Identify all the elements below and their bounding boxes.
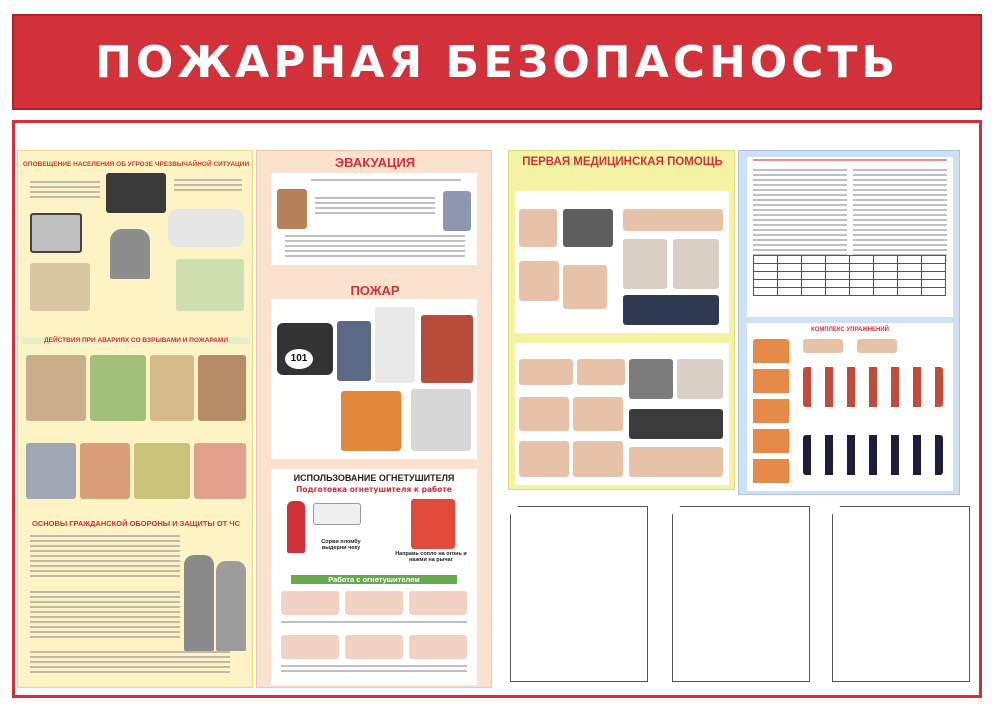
- spray-icon: [411, 499, 455, 549]
- poster-civil-defence: [17, 150, 253, 688]
- poster4-heading-exercises: КОМПЛЕКС УПРАЖНЕНИЙ: [810, 327, 889, 333]
- person-desk-image: [176, 259, 244, 311]
- first-aid-image: [673, 239, 719, 289]
- radio-image: [106, 173, 166, 213]
- page-title: ПОЖАРНАЯ БЕЗОПАСНОСТЬ: [95, 36, 899, 88]
- evacuation-image: [277, 189, 307, 229]
- first-aid-image: [519, 261, 559, 301]
- poster2-heading-evacuation: ЭВАКУАЦИЯ: [334, 155, 416, 170]
- first-aid-image: [629, 447, 723, 477]
- extinguisher-sub-prep: Подготовка огнетушителя к работе: [296, 485, 452, 494]
- step-icon: [345, 635, 403, 659]
- first-aid-image: [629, 359, 673, 399]
- police-car-image: [168, 209, 244, 247]
- poster3-heading: ПЕРВАЯ МЕДИЦИНСКАЯ ПОМОЩЬ: [522, 156, 723, 168]
- siren-image: [110, 229, 150, 279]
- extinguisher-panel: [271, 469, 477, 685]
- caption-aim-squeeze: Направь сопло на огонь и нажми на рычаг: [395, 551, 467, 563]
- first-aid-image: [623, 239, 667, 289]
- step-icon: [281, 591, 339, 615]
- document-pocket[interactable]: [672, 506, 810, 682]
- first-aid-image: [577, 359, 625, 385]
- step-icon: [345, 591, 403, 615]
- step-icon: [409, 591, 467, 615]
- action-image: [80, 443, 130, 499]
- person-phone-image: [30, 263, 90, 311]
- action-image: [194, 443, 246, 499]
- fire-panel: [271, 299, 477, 459]
- text-block: [174, 179, 242, 194]
- bandage-panel: [515, 191, 729, 333]
- action-image: [134, 443, 190, 499]
- breaks-table: [753, 255, 946, 296]
- first-aid-image: [563, 265, 607, 309]
- body-exercises: [803, 435, 943, 475]
- face-exercises: [753, 339, 789, 489]
- step-icon: [409, 635, 467, 659]
- first-aid-image: [519, 359, 573, 385]
- text-block: [30, 535, 180, 580]
- first-aid-image: [623, 295, 719, 325]
- document-pocket[interactable]: [510, 506, 648, 682]
- caption-pull-pin: Сорви пломбу выдерни чеку: [321, 539, 361, 551]
- tv-image: [30, 213, 82, 253]
- poster1-heading-civil-defence: ОСНОВЫ ГРАЖДАНСКОЙ ОБОРОНЫ И ЗАЩИТЫ ОТ ЧС: [31, 519, 241, 528]
- action-image: [26, 355, 86, 421]
- first-aid-image: [519, 397, 569, 431]
- phone-number: 101: [285, 349, 313, 369]
- extinguisher-heading: ИСПОЛЬЗОВАНИЕ ОГНЕТУШИТЕЛЯ: [293, 473, 455, 483]
- title-banner: [12, 14, 982, 110]
- hand-pin-icon: [313, 503, 361, 525]
- action-image: [26, 443, 76, 499]
- soldier-figure: [184, 555, 214, 651]
- poster2-heading-fire: ПОЖАР: [350, 283, 400, 298]
- exercises-panel: [747, 323, 953, 491]
- text-block: [30, 651, 230, 676]
- action-image: [90, 355, 146, 421]
- poster-first-aid: [508, 150, 735, 490]
- extinguisher-icon: [287, 501, 305, 553]
- poster1-heading-alert: ОПОВЕЩЕНИЕ НАСЕЛЕНИЯ ОБ УГРОЗЕ ЧРЕЗВЫЧАЙНОЙ СИТУАЦИИ: [22, 161, 250, 168]
- poster1-heading-explosions: ДЕЙСТВИЯ ПРИ АВАРИЯХ СО ВЗРЫВАМИ И ПОЖАРАМИ: [22, 337, 250, 344]
- text-block: [30, 181, 100, 201]
- body-exercises: [803, 367, 943, 407]
- poster-computer-work: [738, 150, 960, 495]
- first-aid-image: [573, 397, 623, 431]
- first-aid-image: [573, 441, 623, 477]
- text-block: [30, 591, 180, 641]
- evacuation-panel: [271, 173, 477, 265]
- first-aid-image: [519, 441, 569, 477]
- firefighter-image: [337, 321, 371, 381]
- fire-image: [341, 391, 401, 451]
- document-pocket[interactable]: [832, 506, 970, 682]
- hand-exercise: [857, 339, 897, 353]
- first-aid-image: [519, 209, 557, 247]
- hand-exercise: [803, 339, 843, 353]
- first-aid-image: [629, 409, 723, 439]
- action-image: [150, 355, 194, 421]
- fire-truck-image: [421, 315, 473, 383]
- evacuation-image: [443, 191, 471, 231]
- bleeding-panel: [515, 343, 729, 485]
- first-aid-image: [677, 359, 723, 399]
- text-column: [375, 307, 415, 383]
- step-icon: [281, 635, 339, 659]
- first-aid-image: [623, 209, 723, 231]
- first-aid-image: [563, 209, 613, 247]
- phone-image: [277, 323, 333, 375]
- soldier-figure: [216, 561, 246, 651]
- poster-evacuation-fire: [256, 150, 492, 688]
- extinguisher-sub-work: Работа с огнетушителем: [291, 575, 457, 584]
- action-image: [198, 355, 246, 421]
- rescue-image: [411, 389, 471, 451]
